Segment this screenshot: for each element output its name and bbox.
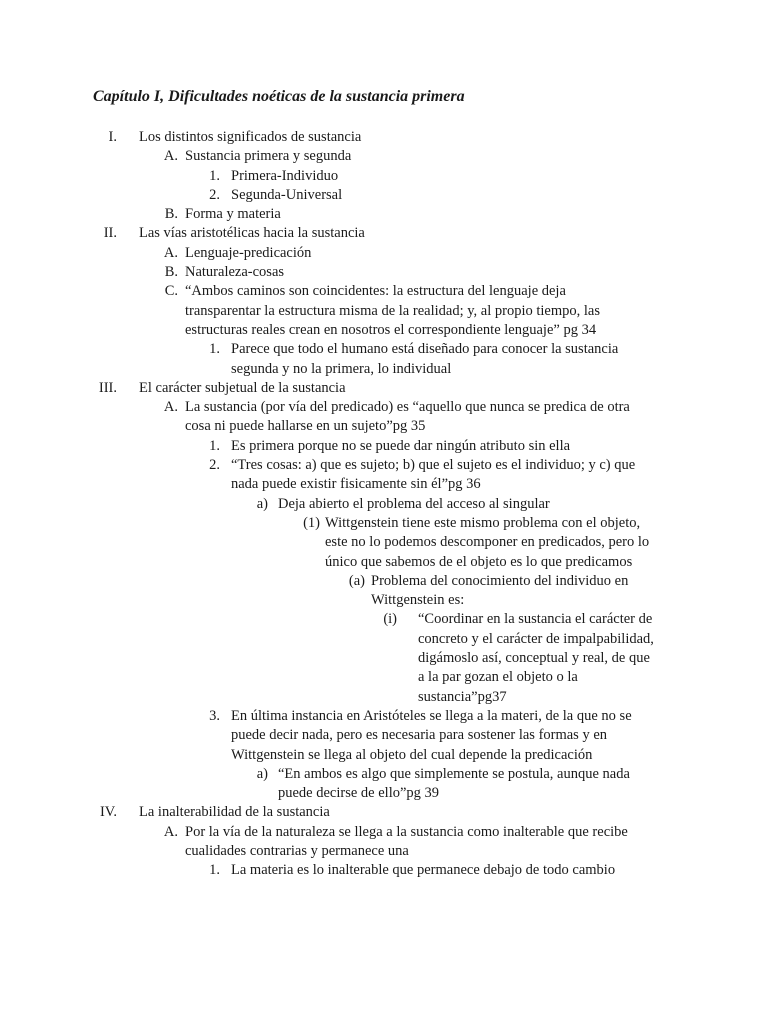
outline-line xyxy=(0,784,768,803)
outline-text: único que sabemos de el objeto es lo que predicamos xyxy=(325,553,633,570)
outline-text: Por la vía de la naturaleza se llega a la sustancia como inalterable que recibe xyxy=(185,823,628,840)
outline-marker: C. xyxy=(164,283,178,300)
outline-text: digámoslo así, conceptual y real, de que xyxy=(418,650,650,667)
outline-marker: 1. xyxy=(209,167,220,184)
outline-text: Wittgenstein es: xyxy=(371,592,465,609)
outline-line xyxy=(0,167,768,186)
outline-line xyxy=(0,379,768,398)
outline-marker: a) xyxy=(256,765,268,782)
outline-line xyxy=(0,456,768,475)
outline-marker: 2. xyxy=(209,186,220,203)
outline-line xyxy=(0,765,768,784)
outline-marker: II. xyxy=(103,225,117,242)
outline-line xyxy=(0,591,768,610)
outline-line xyxy=(0,475,768,494)
chapter-title: Capítulo I, Dificultades noéticas de la sustancia primera xyxy=(93,88,465,105)
outline-text: puede decirse de ello”pg 39 xyxy=(278,785,440,802)
outline-text: La sustancia (por vía del predicado) es “aquello que nunca se predica de otra xyxy=(185,399,630,416)
outline-line xyxy=(0,746,768,765)
outline-marker: 3. xyxy=(209,707,220,724)
outline-text: Problema del conocimiento del individuo en xyxy=(371,572,629,589)
outline-text: “Tres cosas: a) que es sujeto; b) que el sujeto es el individuo; y c) que xyxy=(231,457,636,474)
outline-marker: A. xyxy=(163,823,178,840)
outline-marker: 1. xyxy=(209,437,220,454)
outline-line xyxy=(0,610,768,629)
outline-line xyxy=(0,437,768,456)
outline-marker: I. xyxy=(108,129,117,145)
outline-line xyxy=(0,340,768,359)
outline-marker: A. xyxy=(163,148,178,165)
outline-text: La materia es lo inalterable que permanece debajo de todo cambio xyxy=(231,862,616,879)
outline-line xyxy=(0,417,768,436)
outline-text: cosa ni puede hallarse en un sujeto”pg 35 xyxy=(185,418,426,435)
outline-line xyxy=(0,244,768,263)
outline-text: Parece que todo el humano está diseñado para conocer la sustancia xyxy=(231,341,619,358)
outline-text: transparentar la estructura misma de la realidad; y, al propio tiempo, las xyxy=(185,302,600,319)
outline-text: segunda y no la primera, lo individual xyxy=(231,360,452,377)
outline-line xyxy=(0,186,768,205)
outline-line xyxy=(0,726,768,745)
outline-marker: III. xyxy=(98,379,117,396)
outline-line xyxy=(0,803,768,822)
outline-marker: A. xyxy=(163,399,178,416)
outline-marker: B. xyxy=(164,206,178,223)
outline-line xyxy=(0,842,768,861)
outline-text: “Coordinar en la sustancia el carácter de xyxy=(418,611,653,628)
outline-line xyxy=(0,572,768,591)
outline-text: Primera-Individuo xyxy=(231,167,339,184)
outline-text: nada puede existir fisicamente sin él”pg 36 xyxy=(231,476,481,493)
outline-text: estructuras reales crean en nosotros el correspondiente lenguaje” pg 34 xyxy=(185,321,597,338)
outline-line xyxy=(0,707,768,726)
outline-text: El carácter subjetual de la sustancia xyxy=(139,379,346,396)
outline-line xyxy=(0,360,768,379)
outline-line xyxy=(0,205,768,224)
outline-text: “Ambos caminos son coincidentes: la estructura del lenguaje deja xyxy=(185,283,566,300)
outline-line xyxy=(0,514,768,533)
outline-line xyxy=(0,147,768,166)
outline-text: Deja abierto el problema del acceso al singular xyxy=(278,495,550,512)
outline-line xyxy=(0,398,768,417)
outline-line xyxy=(0,861,768,880)
outline-text: sustancia”pg37 xyxy=(418,688,507,705)
outline-text: Naturaleza-cosas xyxy=(185,264,285,281)
outline-marker: 1. xyxy=(209,862,220,879)
outline-line xyxy=(0,321,768,340)
outline-text: concreto y el carácter de impalpabilidad, xyxy=(418,630,654,647)
outline-text: Las vías aristotélicas hacia la sustancia xyxy=(139,225,365,242)
outline-text: cualidades contrarias y permanece una xyxy=(185,842,409,859)
outline-marker: A. xyxy=(163,244,178,261)
outline-text: Forma y materia xyxy=(185,206,281,223)
outline-text: Wittgenstein se llega al objeto del cual depende la predicación xyxy=(231,746,593,763)
outline-line xyxy=(0,553,768,572)
outline-line xyxy=(0,495,768,514)
outline-marker: (1) xyxy=(303,514,320,531)
outline-text: “En ambos es algo que simplemente se postula, aunque nada xyxy=(278,765,630,782)
outline-text: En última instancia en Aristóteles se llega a la materi, de la que no se xyxy=(231,707,632,724)
outline-marker: B. xyxy=(164,264,178,281)
outline-line xyxy=(0,630,768,649)
outline-line xyxy=(0,823,768,842)
outline-line xyxy=(0,533,768,552)
outline-line xyxy=(0,688,768,707)
outline-marker: 1. xyxy=(209,341,220,358)
outline-text: puede decir nada, pero es necesaria para sostener las formas y en xyxy=(231,727,608,744)
outline-marker: IV. xyxy=(99,804,117,821)
outline-line xyxy=(0,668,768,687)
outline-line xyxy=(0,302,768,321)
outline-list xyxy=(0,128,768,881)
outline-text: Los distintos significados de sustancia xyxy=(139,129,362,145)
outline-marker: a) xyxy=(256,495,268,512)
outline-text: Wittgenstein tiene este mismo problema con el objeto, xyxy=(325,514,641,531)
outline-text: a la par gozan el objeto o la xyxy=(418,669,578,686)
outline-text: este no lo podemos descomponer en predicados, pero lo xyxy=(325,534,650,551)
outline-line xyxy=(0,282,768,301)
outline-marker: (i) xyxy=(383,611,397,628)
outline-marker: 2. xyxy=(209,457,220,474)
outline-line xyxy=(0,128,768,147)
outline-text: Es primera porque no se puede dar ningún atributo sin ella xyxy=(231,437,571,454)
outline-line xyxy=(0,224,768,243)
outline-line xyxy=(0,263,768,282)
outline-text: Segunda-Universal xyxy=(231,186,343,203)
outline-text: La inalterabilidad de la sustancia xyxy=(139,804,330,821)
outline-line xyxy=(0,649,768,668)
outline-text: Lenguaje-predicación xyxy=(185,244,312,261)
outline-marker: (a) xyxy=(348,572,365,589)
outline-text: Sustancia primera y segunda xyxy=(185,148,352,165)
